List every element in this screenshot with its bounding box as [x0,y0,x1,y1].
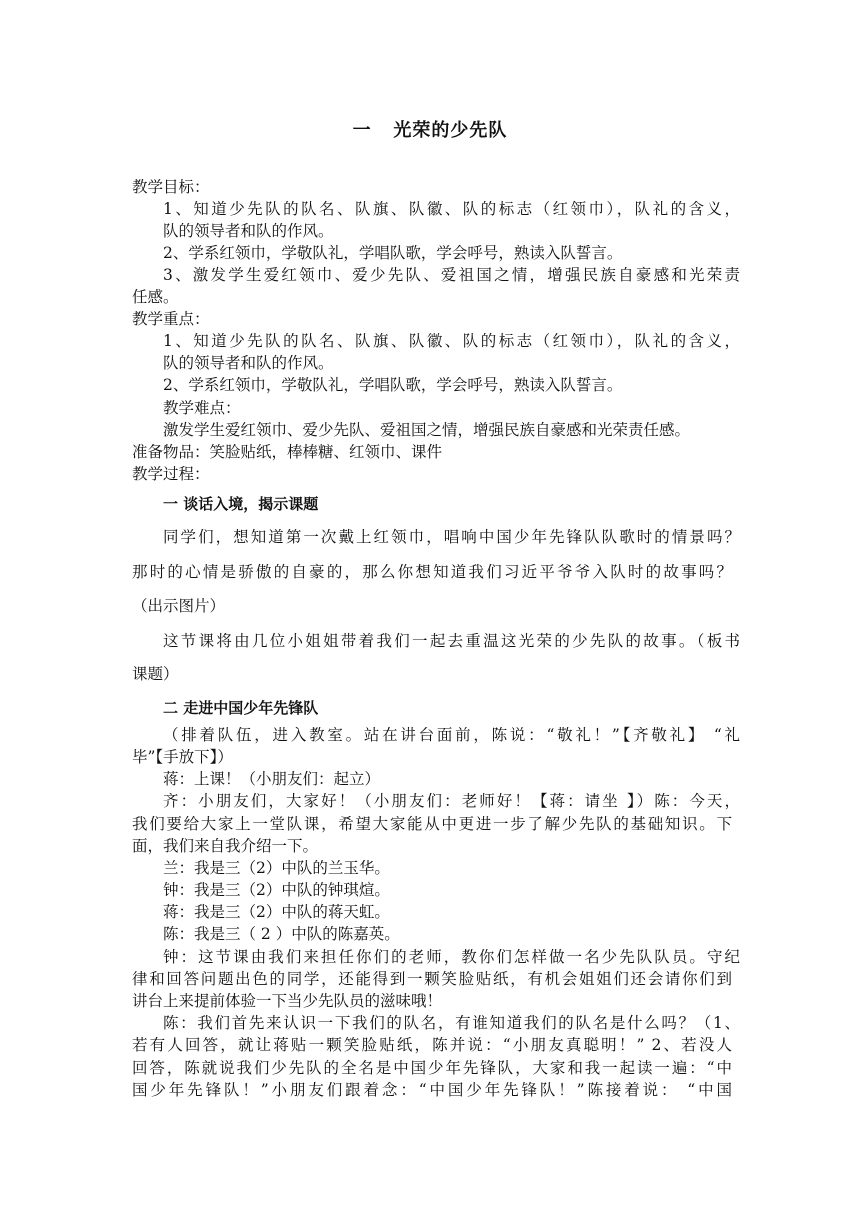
text-line: （出示图片） [132,597,226,615]
text-line: 那时的心情是骄傲的自豪的，那么你想知道我们习近平爷爷入队时的故事吗？ [132,563,732,581]
text-line: 回答，陈就说我们少先队的全名是中国少年先锋队，大家和我一起读一遍：“中 [132,1059,732,1077]
text-line: 兰：我是三（2）中队的兰玉华。 [163,859,390,877]
text-line: 这节课将由几位小姐姐带着我们一起去重温这光荣的少先队的故事。（板书 [163,632,740,650]
text-line: 任感。 [132,288,179,306]
text-line: 教学目标： [132,178,210,196]
text-line: 2、学系红领巾，学敬队礼，学唱队歌，学会呼号，熟读入队誓言。 [163,376,623,394]
text-line: 讲台上来提前体验一下当少先队员的滋味哦！ [132,992,443,1010]
document-title: 一 光荣的少先队 [352,120,508,141]
text-line: 律和回答问题出色的同学，还能得到一颗笑脸贴纸，有机会姐姐们还会请你们到 [132,970,732,988]
section-heading: 一 谈话入境，揭示课题 [163,495,319,513]
text-line: 齐：小朋友们，大家好！（小朋友们：老师好！【蒋：请坐 】）陈：今天， [163,792,740,810]
text-line: （排着队伍，进入教室。站在讲台面前，陈说：“敬礼！”【齐敬礼】 “礼 [163,726,740,744]
text-line: 队的领导者和队的作风。 [163,354,334,372]
text-line: 1、知道少先队的队名、队旗、队徽、队的标志（红领巾），队礼的含义， [163,332,740,350]
text-line: 陈：我是三（ 2 ）中队的陈嘉英。 [163,925,400,943]
text-line: 2、学系红领巾，学敬队礼，学唱队歌，学会呼号，熟读入队誓言。 [163,244,623,262]
section-heading: 二 走进中国少年先锋队 [163,699,319,717]
text-line: 队的领导者和队的作风。 [163,222,334,240]
text-line: 教学重点： [132,310,210,328]
text-line: 激发学生爱红领巾、爱少先队、爱祖国之情，增强民族自豪感和光荣责任感。 [163,421,691,439]
text-line: 国少年先锋队！”小朋友们跟着念：“中国少年先锋队！”陈接着说： “中国 [132,1081,732,1099]
text-line: 准备物品：笑脸贴纸，棒棒糖、红领巾、课件 [132,443,443,461]
text-line: 钟：这节课由我们来担任你们的老师，教你们怎样做一名少先队队员。守纪 [163,948,740,966]
text-line: 钟：我是三（2）中队的钟琪煊。 [163,881,390,899]
text-line: 同学们，想知道第一次戴上红领巾，唱响中国少年先锋队队歌时的情景吗？ [163,528,740,546]
text-line: 蒋：我是三（2）中队的蒋天虹。 [163,903,390,921]
text-line: 蒋：上课！（小朋友们：起立） [163,770,381,788]
text-line: 若有人回答，就让蒋贴一颗笑脸贴纸，陈并说：“小朋友真聪明！” 2、若没人 [132,1036,732,1054]
text-line: 面，我们来自我介绍一下。 [132,837,319,855]
text-line: 毕”【手放下】） [132,748,233,766]
text-line: 教学过程： [132,465,210,483]
text-line: 1、知道少先队的队名、队旗、队徽、队的标志（红领巾），队礼的含义， [163,200,740,218]
text-line: 课题） [132,665,179,683]
text-line: 3、激发学生爱红领巾、爱少先队、爱祖国之情，增强民族自豪感和光荣责 [163,266,740,284]
text-line: 陈：我们首先来认识一下我们的队名，有谁知道我们的队名是什么吗？（1、 [163,1014,740,1032]
text-line: 教学难点： [163,399,241,417]
text-line: 我们要给大家上一堂队课，希望大家能从中更进一步了解少先队的基础知识。下 [132,815,732,833]
